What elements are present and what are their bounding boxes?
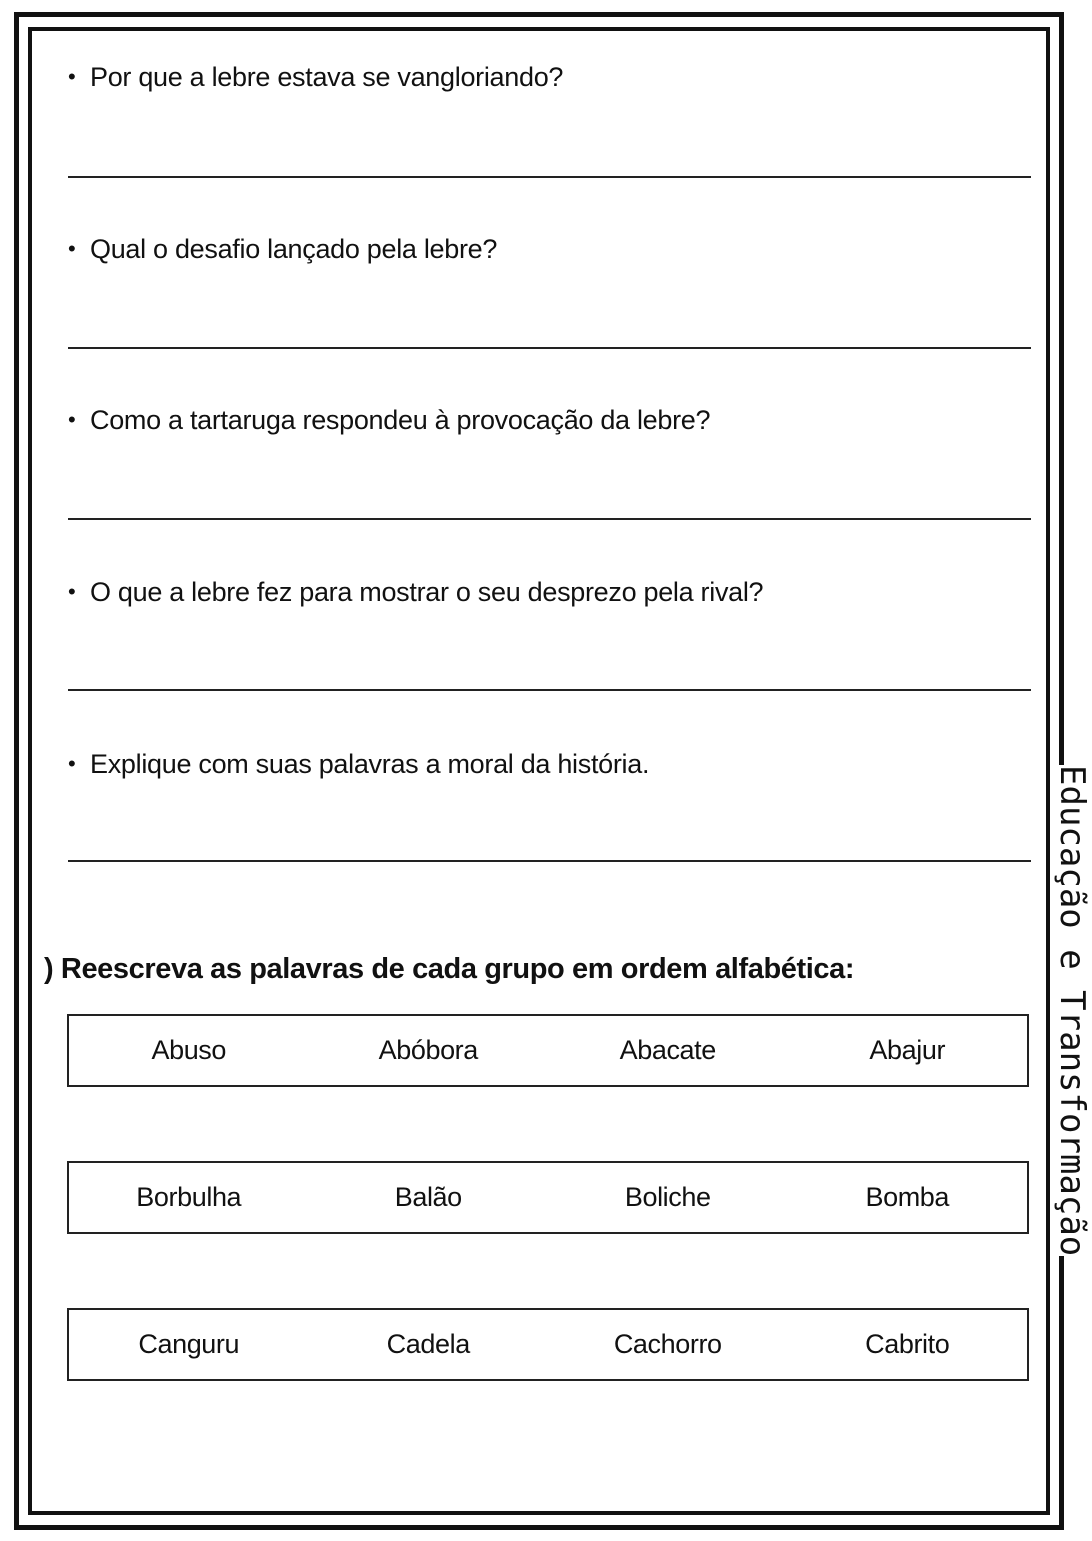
word-group-1 — [67, 1014, 1029, 1087]
word-item: Bomba — [865, 1182, 950, 1212]
word-item: Cachorro — [613, 1329, 722, 1359]
bullet-icon: • — [68, 64, 76, 89]
question-5 — [68, 749, 649, 780]
question-text: Como a tartaruga respondeu à provocação da lebre? — [90, 405, 711, 435]
bullet-icon: • — [68, 751, 76, 776]
question-4 — [68, 577, 763, 608]
question-2 — [68, 234, 497, 265]
word-item: Balão — [394, 1182, 462, 1212]
answer-line-3[interactable] — [68, 518, 1031, 520]
answer-line-1[interactable] — [68, 176, 1031, 178]
answer-line-4[interactable] — [68, 689, 1031, 691]
question-text: Qual o desafio lançado pela lebre? — [90, 234, 498, 264]
question-text: Por que a lebre estava se vangloriando? — [90, 62, 564, 92]
bullet-icon: • — [68, 407, 76, 432]
word-item: Cabrito — [865, 1329, 950, 1359]
word-group-2 — [67, 1161, 1029, 1234]
bullet-icon: • — [68, 236, 76, 261]
word-item: Abacate — [619, 1035, 716, 1065]
word-item: Borbulha — [136, 1182, 242, 1212]
question-1 — [68, 62, 563, 93]
word-item: Cadela — [386, 1329, 470, 1359]
question-text: Explique com suas palavras a moral da história. — [90, 749, 650, 779]
answer-line-2[interactable] — [68, 347, 1031, 349]
word-group-3 — [67, 1308, 1029, 1381]
side-watermark: Educação e Transformação — [1052, 765, 1092, 1257]
word-item: Boliche — [624, 1182, 711, 1212]
word-item: Canguru — [138, 1329, 240, 1359]
question-text: O que a lebre fez para mostrar o seu desprezo pela rival? — [90, 577, 764, 607]
bullet-icon: • — [68, 579, 76, 604]
word-item: Abóbora — [378, 1035, 478, 1065]
word-item: Abajur — [869, 1035, 946, 1065]
exercise-instruction: ) Reescreva as palavras de cada grupo em ordem alfabética: — [44, 953, 855, 985]
word-item: Abuso — [151, 1035, 227, 1065]
answer-line-5[interactable] — [68, 860, 1031, 862]
question-3 — [68, 405, 710, 436]
